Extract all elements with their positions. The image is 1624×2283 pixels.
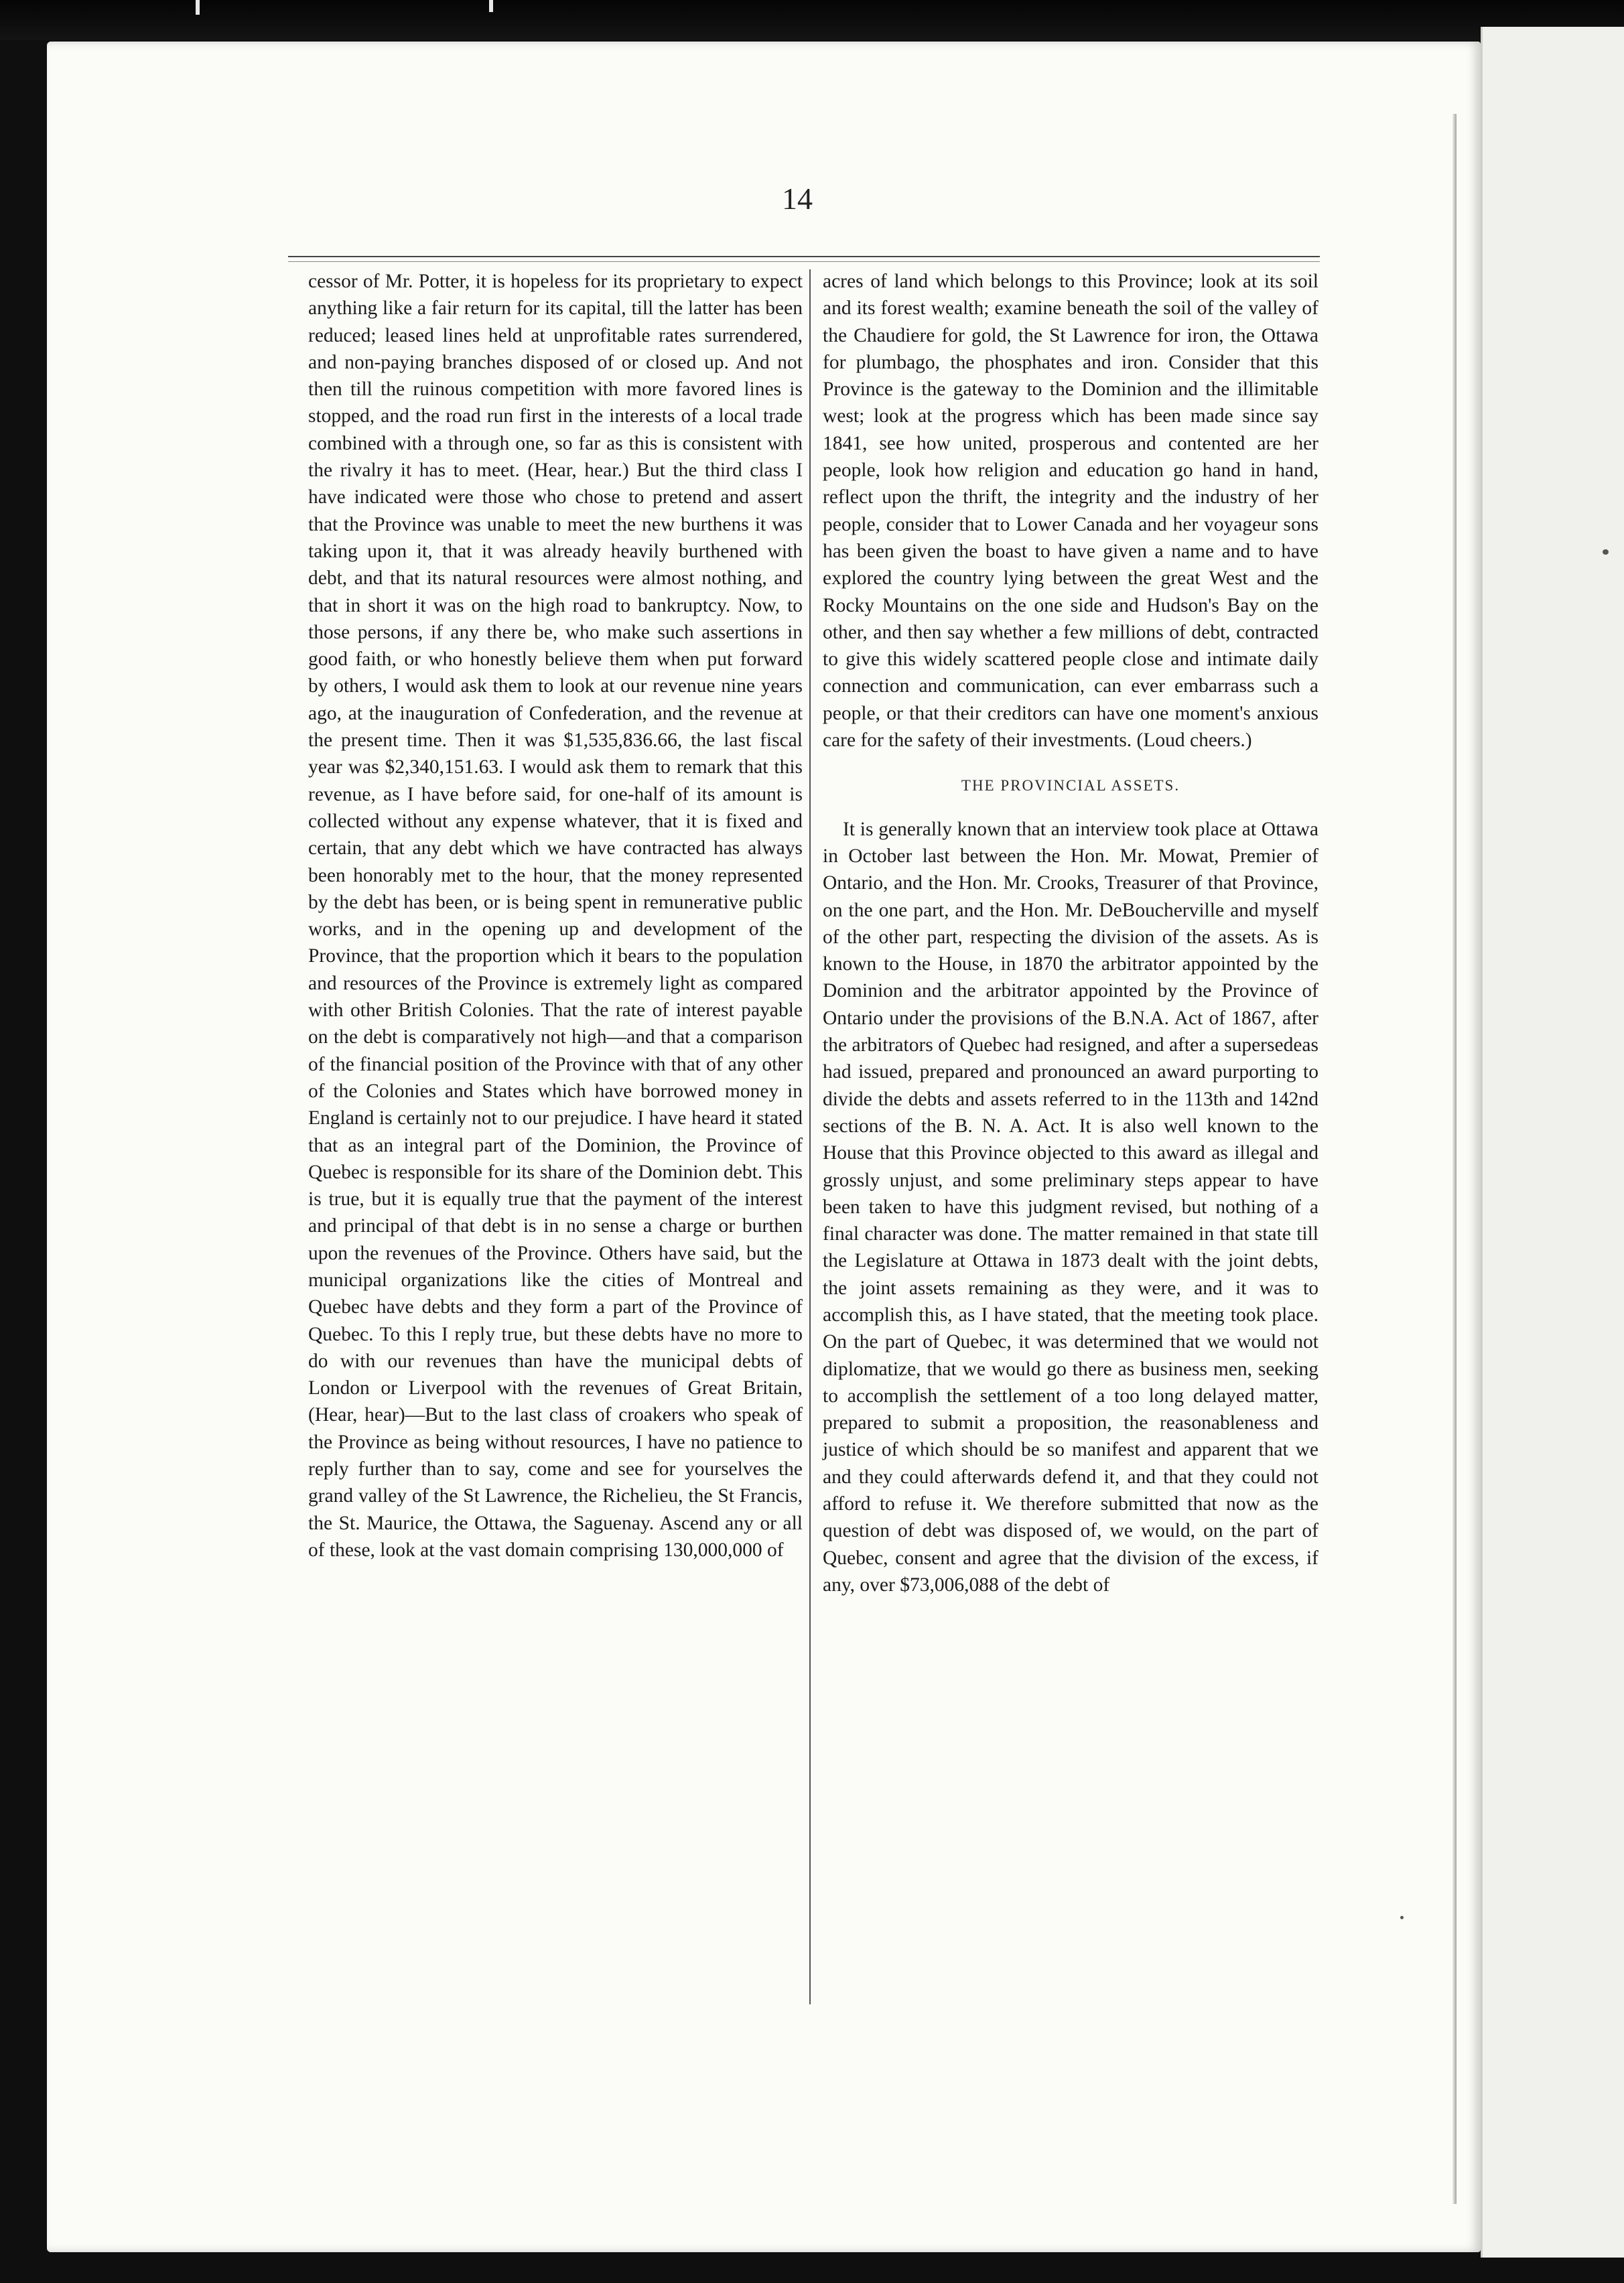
- paragraph: acres of land which belongs to this Province; look at its soil and its forest wealth; examine beneath the soil of the valley of the Chaudiere for gold, the St Lawrence for iron, the Ottawa for plumbago, the phosphates and iron. Consider that this Province is the gateway to the Dominion and the illimitable west; look at the progress which has been made since say 1841, see how united, prosperous and contented are her people, look how religion and education go hand in hand, reflect upon the thrift, the integrity and the industry of her people, consider that to Lower Canada and her voyageur sons has been given the boast to have given a name and to have explored the country lying between the great West and the Rocky Mountains on the one side and Hudson's Bay on the other, and then say whether a few millions of debt, contracted to give this widely scattered people close and intimate daily connection and communication, can ever embarrass such a people, or that their creditors can have one moment's anxious care for the safety of their investments. (Loud cheers.): [823, 271, 1318, 752]
- header-rule: [288, 256, 1320, 257]
- paragraph: cessor of Mr. Potter, it is hopeless for its proprietary to expect anything like a fair return for its capital, till the latter has been reduced; leased lines held at unprofitable rates surrendered, and non-paying branches disposed of or closed up. And not then till the ruinous competition with more favored lines is stopped, and the road run first in the interests of a local trade combined with a through one, so far as this is consistent with the rivalry it has to meet. (Hear, hear.) But the third class I have indicated were those who chose to pretend and assert that the Province was unable to meet the new burthens it was taking upon it, that it was already heavily burthened with debt, and that its natural resources were almost nothing, and that in short it was on the high road to bankruptcy. Now, to those persons, if any there be, who make such assertions in good faith, or who honestly believe them when put forward by others, I would ask them to look at our revenue nine years ago, at the inauguration of Confederation, and the revenue at the present time. Then it was $1,535,836.66, the last fiscal year was $2,340,151.63. I would ask them to remark that this revenue, as I have before said, for one-half of its amount is collected without any expense whatever, that it is fixed and certain, that any debt which we have contracted has always been honorably met to the hour, that the money represented by the debt has been, or is being spent in remunerative public works, and in the opening up and development of the Province, that the proportion which it bears to the population and resources of the Province is extremely light as compared with other British Colonies. That the rate of interest payable on the debt is comparatively not high—and that a comparison of the financial position of the Province with that of any other of the Colonies and States which have borrowed money in England is certainly not to our prejudice. I have heard it stated that as an integral part of the Dominion, the Province of Quebec is responsible for its share of the Dominion debt. This is true, but it is equally true that the payment of the interest and principal of that debt is in no sense a charge or burthen upon the revenues of the Province. Others have said, but the municipal organizations like the cities of Montreal and Quebec have debts and they form a part of the Province of Quebec. To this I reply true, but these debts have no more to do with our revenues than have the municipal debts of London or Liverpool with the revenues of Great Britain, (Hear, hear)—But to the last class of croakers who speak of the Province as being without resources, I have no patience to reply further than to say, come and see for yourselves the grand valley of the St Lawrence, the Richelieu, the St Francis, the St. Maurice, the Ottawa, the Saguenay. Ascend any or all of these, look at the vast domain comprising 130,000,000 of: [308, 271, 803, 1561]
- scan-speck: [1603, 549, 1609, 555]
- column-divider: [809, 269, 811, 2004]
- scan-mark: [196, 0, 200, 15]
- header-rule-thin: [288, 261, 1320, 262]
- left-column: [308, 268, 803, 1564]
- scanner-background: [0, 0, 1624, 40]
- page-gutter-shadow: [1452, 114, 1457, 2204]
- paragraph: It is generally known that an interview took place at Ottawa in October last between the Hon. Mr. Mowat, Premier of Ontario, and the Hon. Mr. Crooks, Treasurer of that Province, on the one part, and the Hon. Mr. DeBoucherville and myself of the other part, respecting the division of the assets. As is known to the House, in 1870 the arbitrator appointed by the Dominion and the arbitrator appointed by the Province of Ontario under the provisions of the B.N.A. Act of 1867, after the arbitrators of Quebec had resigned, and after a supersedeas had issued, prepared and pronounced an award purporting to divide the debts and assets referred to in the 113th and 142nd sections of the B. N. A. Act. It is also well known to the House that this Province objected to this award as illegal and grossly unjust, and some preliminary steps appear to have been taken to have this judgment revised, but nothing of a final character was done. The matter remained in that state till the Legislature at Ottawa in 1873 dealt with the joint debts, the joint assets remaining as they were, and it was to accomplish this, as I have stated, that the meeting took place. On the part of Quebec, it was determined that we would not diplomatize, that we would go there as business men, seeking to accomplish the settlement of a too long delayed matter, prepared to submit a proposition, the reasonableness and justice of which should be so manifest and apparent that we and they could afterwards defend it, and that they could not afford to refuse it. We therefore submitted that now as the question of debt was disposed of, we would, on the part of Quebec, consent and agree that the division of the excess, if any, over $73,006,088 of the debt of: [823, 818, 1318, 1596]
- page-number: 14: [782, 182, 813, 216]
- adjacent-page-edge: [1481, 27, 1624, 2258]
- scan-speck: [1400, 1916, 1404, 1919]
- scan-mark: [489, 0, 493, 12]
- section-heading: THE PROVINCIAL ASSETS.: [961, 777, 1180, 794]
- right-column: [823, 268, 1318, 1598]
